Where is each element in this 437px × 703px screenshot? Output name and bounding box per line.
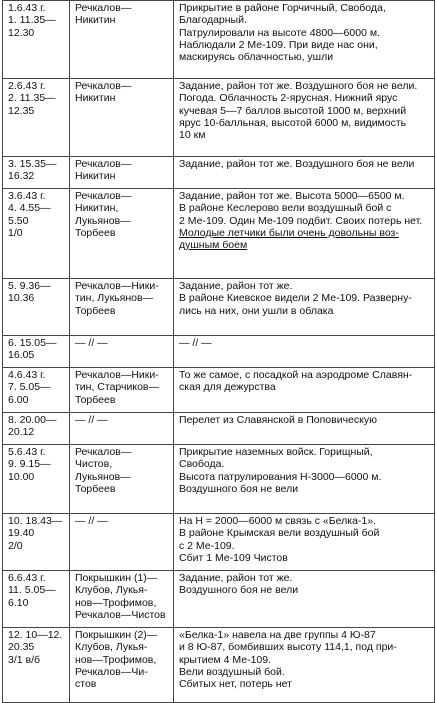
date-line: 8. 20.00— (8, 414, 57, 426)
date-cell (3, 628, 70, 703)
date-line: 6.10 (8, 596, 29, 609)
crew-line: Торбеев (75, 304, 116, 317)
report-line: Задание, район тот же. Высота 5000—6500 м. (179, 190, 405, 202)
report-line: Прикрытие наземных войск. Горищный, (179, 446, 373, 458)
date-line: 20.12 (8, 426, 35, 439)
crew-line: Никитин (75, 170, 116, 183)
date-cell (3, 445, 70, 514)
date-cell (3, 189, 70, 279)
date-line: 16.32 (8, 170, 35, 183)
crew-line: тин, Старчиков— (75, 381, 159, 394)
date-line: 4. 4.55— (8, 202, 51, 215)
date-cell (3, 1, 70, 79)
report-cell (174, 336, 435, 368)
report-line: маскируясь облачностью, ушли (179, 51, 334, 64)
combat-log-table (2, 0, 435, 703)
report-cell (174, 79, 435, 157)
crew-cell (70, 628, 174, 703)
report-line: — // — (179, 337, 212, 349)
report-line: Молодые летчики были очень довольны воз- (179, 226, 399, 239)
crew-cell (70, 571, 174, 628)
report-cell (174, 1, 435, 79)
date-line: 5.50 (8, 214, 29, 227)
crew-line: Лукьянов— (75, 214, 131, 227)
report-cell (174, 157, 435, 189)
crew-line: Торбеев (75, 393, 116, 406)
log-row (3, 1, 435, 79)
crew-line: Торбеев (75, 226, 116, 239)
crew-line: Клубов, Лукья- (75, 641, 148, 654)
date-line: 10.36 (8, 292, 35, 305)
crew-line: стов (75, 678, 97, 691)
date-line: 20.35 (8, 641, 35, 654)
date-cell (3, 157, 70, 189)
crew-cell (70, 189, 174, 279)
crew-line: Лукьянов— (75, 470, 131, 483)
date-line: 11. 5.05— (8, 584, 56, 597)
date-cell (3, 336, 70, 368)
date-line: 7. 5.05— (8, 381, 51, 394)
crew-line: Речкалов—Ники- (75, 280, 159, 292)
report-line: ярус 10-балльная, высотой 6000 м, видимость (179, 116, 407, 129)
date-cell (3, 514, 70, 571)
date-line: 4.6.43 г. (8, 369, 46, 381)
log-row (3, 571, 435, 628)
report-line: Задание, район тот же. (179, 572, 293, 584)
crew-cell (70, 157, 174, 189)
report-line: Перелет из Славянской в Поповическую (179, 414, 377, 426)
crew-cell (70, 368, 174, 413)
date-line: 6. 15.05— (8, 337, 57, 349)
date-line: 5. 9.36— (8, 280, 51, 292)
crew-line: — // — (75, 515, 108, 527)
crew-line: Покрышкин (1)— (75, 572, 158, 584)
log-row (3, 79, 435, 157)
report-line: То же самое, с посадкой на аэродроме Славян- (179, 369, 413, 381)
report-line: Наблюдали 2 Ме-109. При виде нас они, (179, 38, 378, 51)
crew-line: Речкалов—Ники- (75, 369, 159, 381)
report-line: В районе Киевское видели 2 Ме-109. Разверну- (179, 292, 412, 305)
crew-line: Речкалов— (75, 190, 132, 202)
report-cell (174, 628, 435, 703)
date-line: 3/1 в/б (8, 653, 41, 666)
report-line: Высота патрулирования Н-3000—6000 м. (179, 470, 382, 483)
date-line: 2/0 (8, 539, 23, 552)
report-line: ская для дежурства (179, 381, 276, 394)
date-line: 5.6.43 г. (8, 446, 46, 458)
report-line: Вели воздушный бой. (179, 665, 285, 678)
date-line: 6.6.43 г. (8, 572, 46, 584)
report-cell (174, 368, 435, 413)
report-cell (174, 514, 435, 571)
date-cell (3, 79, 70, 157)
log-row (3, 279, 435, 336)
crew-line: Речкалов— (75, 2, 132, 14)
crew-line: Никитин, (75, 202, 119, 215)
report-line: лись на них, они ушли в облака (179, 304, 334, 317)
report-line: с 2 Ме-109. (179, 539, 235, 552)
crew-line: Никитин (75, 14, 116, 27)
report-line: Свобода. (179, 458, 225, 471)
crew-cell (70, 445, 174, 514)
date-line: 3. 15.35— (8, 158, 57, 170)
date-line: 2. 11.35— (8, 92, 56, 105)
crew-cell (70, 514, 174, 571)
report-line: Задание, район тот же. Воздушного боя не вели (179, 158, 415, 170)
crew-line: Клубов, Лукья- (75, 584, 148, 597)
date-line: 6.00 (8, 393, 29, 406)
crew-line: Речкалов— (75, 80, 132, 92)
log-row (3, 413, 435, 445)
log-row (3, 445, 435, 514)
report-cell (174, 279, 435, 336)
report-line: душным боем (179, 239, 248, 252)
report-line: Погода. Облачность 2-ярусная. Нижний ярус (179, 92, 398, 105)
crew-cell (70, 1, 174, 79)
log-row (3, 514, 435, 571)
crew-line: Никитин (75, 92, 116, 105)
date-line: 3.6.43 г. (8, 190, 46, 202)
log-row (3, 157, 435, 189)
crew-cell (70, 336, 174, 368)
report-line: Задание, район тот же. Воздушного боя не вели. (179, 80, 418, 92)
crew-line: Речкалов— (75, 446, 132, 458)
date-line: 10.00 (8, 470, 35, 483)
report-line: 2 Ме-109. Один Ме-109 подбит. Своих потерь нет. (179, 214, 423, 227)
date-line: 9. 9.15— (8, 458, 51, 471)
log-row (3, 628, 435, 703)
date-line: 1. 11.35— (8, 14, 56, 27)
crew-line: тин, Лукьянов— (75, 292, 154, 305)
date-line: 2.6.43 г. (8, 80, 46, 92)
report-line: Воздушного боя не вели (179, 482, 299, 495)
date-line: 10. 18.43— (8, 515, 63, 527)
crew-line: нов—Трофимов, (75, 596, 157, 609)
log-row (3, 368, 435, 413)
date-line: 12.30 (8, 26, 35, 39)
report-line: В районе Кеслерово вели воздушный бой с (179, 202, 392, 215)
crew-line: — // — (75, 337, 108, 349)
log-row (3, 336, 435, 368)
report-line: Патрулировали на высоте 4800—6000 м. (179, 26, 380, 39)
crew-line: Покрышкин (2)— (75, 629, 158, 641)
report-line: Сбит 1 Ме-109 Чистов (179, 551, 288, 564)
report-line: Задание, район тот же. (179, 280, 293, 292)
crew-line: Чистов, (75, 458, 113, 471)
crew-line: Речкалов— (75, 158, 132, 170)
crew-line: Речкалов—Чистов (75, 608, 166, 621)
crew-line: Торбеев (75, 482, 116, 495)
date-line: 16.05 (8, 349, 35, 362)
date-line: 1.6.43 г. (8, 2, 46, 14)
crew-line: Речкалов—Чи- (75, 665, 148, 678)
report-cell (174, 445, 435, 514)
crew-cell (70, 279, 174, 336)
date-line: 12.35 (8, 104, 35, 117)
date-cell (3, 368, 70, 413)
report-line: На Н = 2000—6000 м связь с «Белка-1». (179, 515, 377, 527)
report-line: В районе Крымская вели воздушный бой (179, 527, 380, 540)
date-cell (3, 279, 70, 336)
report-line: кучевая 5—7 баллов высотой 1000 м, верхний (179, 104, 407, 117)
report-cell (174, 413, 435, 445)
crew-line: нов—Трофимов, (75, 653, 157, 666)
crew-cell (70, 79, 174, 157)
report-cell (174, 189, 435, 279)
report-cell (174, 571, 435, 628)
report-line: 10 км (179, 129, 206, 142)
date-line: 19.40 (8, 527, 35, 540)
report-line: «Белка-1» навела на две группы 4 Ю-87 (179, 629, 376, 641)
report-line: Воздушного боя не вели (179, 584, 299, 597)
report-line: и 8 Ю-87, бомбивших высоту 114,1, под при- (179, 641, 397, 654)
date-line: 1/0 (8, 226, 23, 239)
crew-line: — // — (75, 414, 108, 426)
date-cell (3, 571, 70, 628)
report-line: Прикрытие в районе Горчичный, Свобода, (179, 2, 386, 14)
report-line: Благодарный. (179, 14, 247, 27)
crew-cell (70, 413, 174, 445)
report-line: крытием 4 Ме-109. (179, 653, 272, 666)
report-line: Сбитых нет, потерь нет (179, 678, 292, 691)
date-cell (3, 413, 70, 445)
date-line: 12. 10—12. (8, 629, 63, 641)
log-row (3, 189, 435, 279)
